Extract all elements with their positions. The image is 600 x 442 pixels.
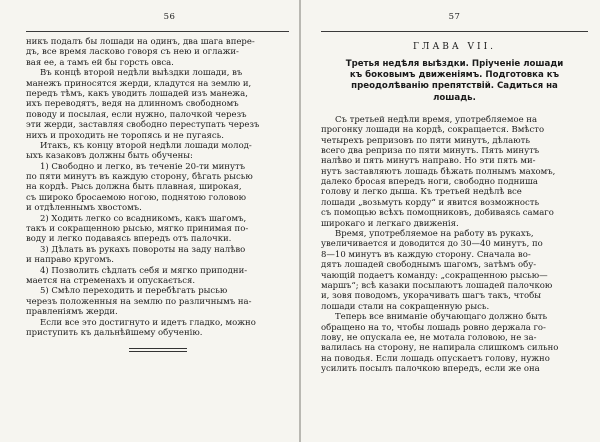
heading-line: Третья недѣля выѣздки. Пріученіе лошади <box>345 59 564 69</box>
text-line: обращено на то, чтобы лошадь ровно держала го- <box>321 322 546 333</box>
text-line: 4) Позволить сѣдлать себя и мягко приподни- <box>40 265 248 276</box>
text-line: по пяти минутъ въ каждую сторону, бѣгать рысью <box>26 172 253 183</box>
text-line: увеличивается и доводится до 30—40 минутъ, по <box>321 239 543 250</box>
text-line: 1) Свободно и легко, въ теченіе 20-ти минутъ <box>40 161 246 172</box>
text-line: Время, употребляемое на работу въ рукахъ, <box>335 229 534 240</box>
right-page <box>301 0 600 442</box>
text-line: 2) Ходить легко со всадникомъ, какъ шагомъ, <box>40 213 247 224</box>
chapter-heading <box>321 59 588 104</box>
text-line: четырехъ репризовъ по пяти минутъ, дѣлають <box>321 135 530 146</box>
text-line: голову и легко дыша. Къ третьей недѣлѣ все <box>321 187 522 198</box>
text-line: лову, не опускала ее, не мотала головою, не за- <box>321 332 537 343</box>
text-line: никъ подалъ бы лошади на одинъ, два шага впере- <box>26 37 255 47</box>
text-line: Итакъ, къ концу второй недѣли лошади молод- <box>40 140 252 151</box>
text-line: 8—10 минутъ въ каждую сторону. Сначала во- <box>321 249 531 260</box>
text-line: Въ концѣ второй недѣли выѣздки лошади, въ <box>40 68 243 79</box>
text-line: усилить посылъ палочкою впередъ, если же она <box>321 364 540 375</box>
text-line: Съ третьей недѣли время, употребляемое на <box>335 114 538 125</box>
text-line: съ широко бросаемою ногою, поднятою головою <box>26 192 247 203</box>
text-line: на кордѣ. Рысь должна быть плавная, широкая, <box>26 182 242 193</box>
heading-line: къ боковымъ движеніямъ. Подготовка къ <box>349 70 560 81</box>
page-number-right: 57 <box>448 12 461 22</box>
text-line: манежъ приносятся жерди, кладутся на землю и, <box>26 78 252 89</box>
left-page <box>0 0 299 442</box>
text-line: 3) Дѣлать въ рукахъ повороты на заду налѣво <box>40 244 246 255</box>
text-line: ыхъ казаковъ должны быть обучены: <box>26 151 193 162</box>
text-line: дъ, все время ласково говоря съ нею и оглажи- <box>26 47 239 58</box>
page-number-left: 56 <box>163 12 176 22</box>
text-line: на поводья. Если лошадь опускаетъ голову, нужно <box>321 353 550 364</box>
text-line: и отдѣленнымъ хвостомъ. <box>26 203 142 214</box>
text-line: ихъ переводятъ, ведя на длинномъ свободномъ <box>26 99 239 110</box>
header-rule-right <box>321 31 588 32</box>
text-line: правленіямъ жерди. <box>26 307 118 318</box>
chapter-title: ГЛАВА VII. <box>412 42 497 52</box>
text-line: нутъ заставляютъ лошадь бѣжать полнымъ махомъ, <box>321 166 556 177</box>
text-line: 5) Смѣло переходить и перебѣгать рысью <box>40 286 228 297</box>
text-line: налѣво и пять минутъ направо. Но эти пять ми- <box>321 156 536 167</box>
end-ornament <box>129 348 187 354</box>
header-rule-left <box>26 31 289 32</box>
left-page-body <box>26 37 289 338</box>
text-line: и, зовя поводомъ, укорачивать шагъ такъ, чтобы <box>321 291 541 302</box>
text-line: нихъ и проходить не торопясь и не пугаясь. <box>26 130 224 141</box>
text-line: прогонку лошади на кордѣ, сокращается. Вмѣсто <box>321 125 545 136</box>
text-line: Если все это достигнуто и идетъ гладко, можно <box>40 317 256 328</box>
text-line: поводу и посылая, если нужно, палочкой черезъ <box>26 109 247 120</box>
text-line: лошади „возьмуть корду“ и явится возможность <box>321 197 540 208</box>
text-line: приступить къ дальнѣйшему обученію. <box>26 327 203 338</box>
text-line: широкаго и легкаго движенія. <box>321 218 459 229</box>
text-line: мается на стременахъ и опускається. <box>26 275 196 286</box>
text-line: дятъ лошадей свободнымъ шагомъ, затѣмъ обу- <box>321 260 537 271</box>
text-line: лошади стали на сокращенную рысь. <box>321 301 490 312</box>
right-page-body <box>321 115 588 375</box>
text-line: чающій подаетъ команду: „сокращенною рысью— <box>321 270 548 281</box>
text-line: валилась на сторону, не напирала слишкомъ сильно <box>321 343 559 354</box>
text-line: вая ее, а тамъ ей бы горсть овса. <box>26 57 174 68</box>
heading-line: преодолѣванію препятствій. Садиться на <box>351 81 558 92</box>
text-line: всего два репризa по пяти минутъ. Пять минутъ <box>321 145 540 156</box>
text-line: такъ и сокращенною рысью, мягко принимая по- <box>26 224 249 235</box>
heading-line: лошадь. <box>433 92 476 103</box>
text-line: черезъ положенныя на землю по различнымъ на- <box>26 296 252 307</box>
text-line: съ помощью всѣхъ помощниковъ, добиваясь самаго <box>321 208 554 219</box>
text-line: и направо кругомъ. <box>26 255 114 266</box>
text-line: маршъ“; всѣ казаки посылаютъ лошадей палочкою <box>321 281 553 291</box>
text-line: эти жерди, заставляя свободно переступать черезъ <box>26 120 260 131</box>
text-line: далеко бросая впередъ ноги, свободно подниша <box>321 177 538 188</box>
text-line: передъ тѣмъ, какъ уводить лошадей изъ манежа, <box>26 88 248 99</box>
text-line: воду и легко подаваясь впередъ отъ палочки. <box>26 234 232 245</box>
text-line: Теперь все вниманіе обучающаго должно быть <box>335 312 548 323</box>
